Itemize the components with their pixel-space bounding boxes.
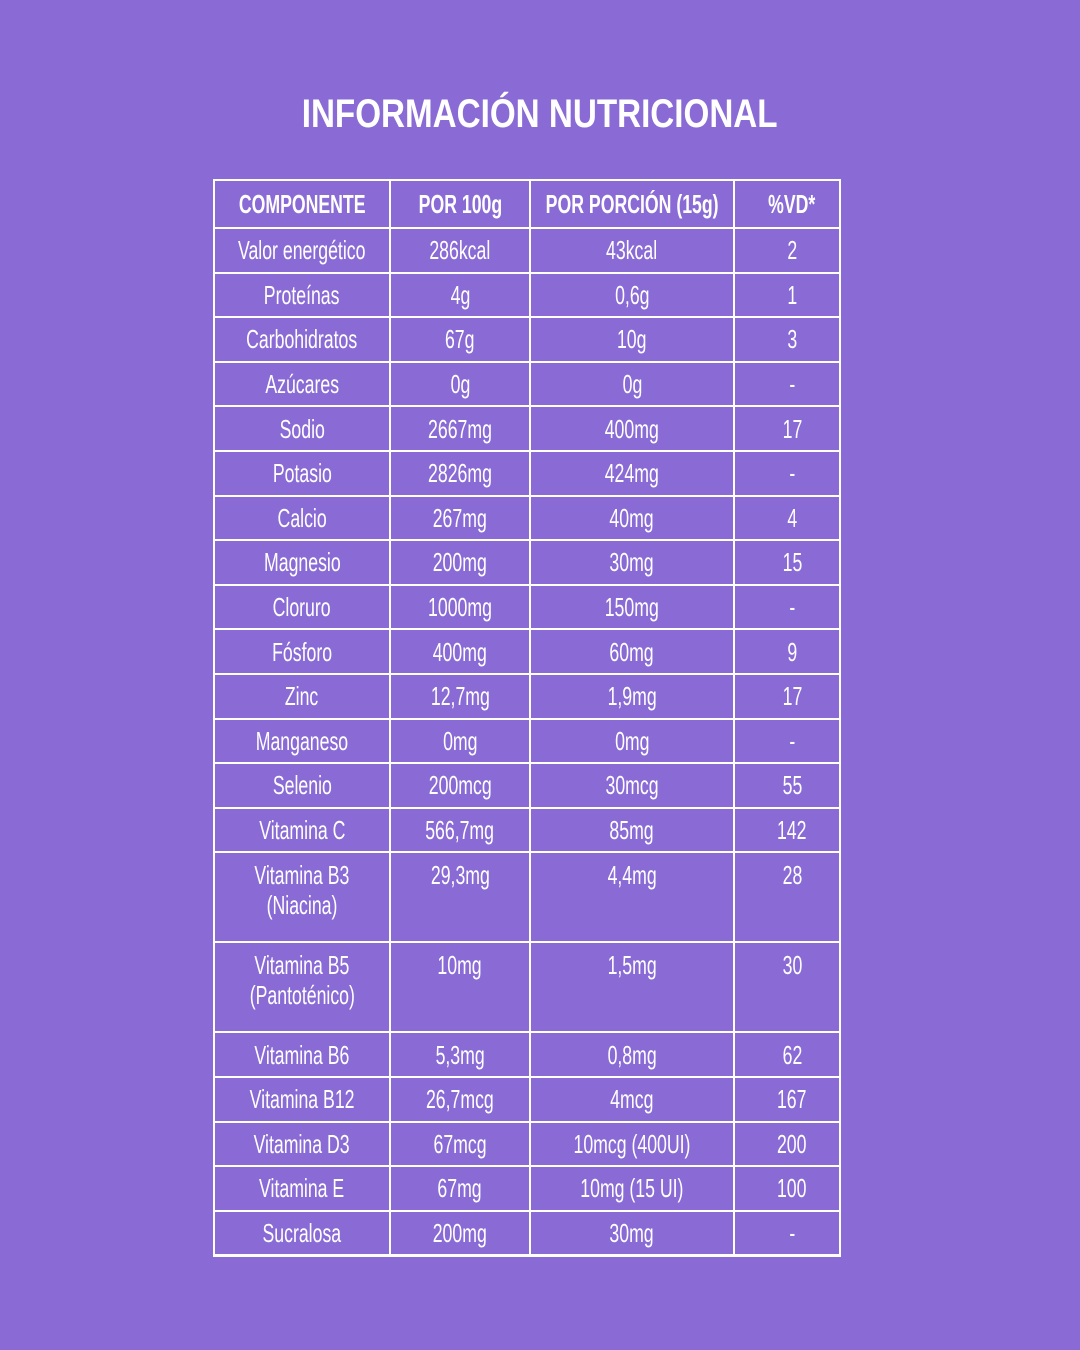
cell-component xyxy=(215,497,389,540)
text-line xyxy=(215,980,389,1010)
cell-daily-value-text: 17 xyxy=(782,413,802,444)
cell-per-portion-text: 0,8mg xyxy=(607,1039,657,1070)
cell-daily-value xyxy=(735,1212,839,1255)
cell-per-portion xyxy=(531,229,733,272)
cell-component-text: Potasio xyxy=(272,458,332,489)
cell-component xyxy=(215,363,389,406)
cell-component xyxy=(215,229,389,272)
cell-component xyxy=(215,1123,389,1166)
cell-daily-value xyxy=(735,675,839,718)
text-line xyxy=(745,637,839,667)
cell-component xyxy=(215,1078,389,1121)
text-line xyxy=(215,637,389,667)
cell-per-100g-text: 26,7mcg xyxy=(426,1084,494,1115)
text-line xyxy=(215,189,389,219)
text-line xyxy=(531,1040,733,1070)
cell-per-portion-text: 30mg xyxy=(609,547,655,578)
cell-per-portion-text: 30mg xyxy=(609,1217,655,1248)
text-line xyxy=(391,235,529,265)
cell-component-text: Vitamina B3 xyxy=(254,860,350,891)
cell-per-portion-text: 43kcal xyxy=(606,235,658,266)
cell-per-100g xyxy=(391,630,529,673)
cell-per-portion xyxy=(531,853,733,941)
cell-daily-value xyxy=(735,720,839,763)
cell-per-portion xyxy=(531,1123,733,1166)
cell-per-100g-text: 2667mg xyxy=(428,413,492,444)
cell-component xyxy=(215,675,389,718)
cell-per-portion xyxy=(531,630,733,673)
cell-per-100g xyxy=(391,720,529,763)
text-line xyxy=(531,235,733,265)
text-line xyxy=(745,458,839,488)
cell-per-100g xyxy=(391,675,529,718)
cell-per-portion-text: 4,4mg xyxy=(607,860,657,891)
header-daily-value-text: %VD* xyxy=(768,189,816,219)
cell-per-100g xyxy=(391,853,529,941)
cell-per-100g-text: 12,7mg xyxy=(430,681,490,712)
cell-component-text: Sodio xyxy=(279,413,325,444)
cell-per-100g xyxy=(391,452,529,495)
text-line xyxy=(391,414,529,444)
header-component xyxy=(215,181,389,227)
text-line xyxy=(531,189,733,219)
text-line xyxy=(531,726,733,756)
text-line xyxy=(391,1173,529,1203)
header-per-100g-text: POR 100g xyxy=(418,189,502,219)
cell-per-portion xyxy=(531,318,733,361)
cell-daily-value-text: 167 xyxy=(777,1084,807,1115)
text-line xyxy=(391,681,529,711)
cell-daily-value xyxy=(735,497,839,540)
header-daily-value xyxy=(735,181,839,227)
text-line xyxy=(215,950,389,980)
cell-per-portion xyxy=(531,363,733,406)
text-line xyxy=(215,458,389,488)
cell-per-100g xyxy=(391,274,529,317)
text-line xyxy=(215,681,389,711)
text-line xyxy=(215,547,389,577)
text-line xyxy=(531,1218,733,1248)
cell-component xyxy=(215,764,389,807)
cell-per-portion xyxy=(531,1167,733,1210)
cell-daily-value xyxy=(735,1123,839,1166)
cell-per-portion xyxy=(531,675,733,718)
text-line xyxy=(391,324,529,354)
cell-component xyxy=(215,1212,389,1255)
text-line xyxy=(215,235,389,265)
text-line xyxy=(531,324,733,354)
text-line xyxy=(745,1218,839,1248)
text-line xyxy=(745,815,839,845)
text-line xyxy=(215,369,389,399)
cell-per-portion-text: 1,9mg xyxy=(607,681,657,712)
text-line xyxy=(215,890,389,920)
text-line xyxy=(531,592,733,622)
cell-per-100g xyxy=(391,943,529,1031)
cell-daily-value xyxy=(735,809,839,852)
cell-per-100g-text: 67mg xyxy=(437,1173,483,1204)
cell-per-portion xyxy=(531,407,733,450)
text-line xyxy=(745,860,839,890)
cell-daily-value xyxy=(735,586,839,629)
text-line xyxy=(531,950,733,980)
cell-per-100g xyxy=(391,363,529,406)
cell-daily-value xyxy=(735,363,839,406)
cell-component-text: Manganeso xyxy=(255,725,349,756)
text-line xyxy=(391,1129,529,1159)
cell-component xyxy=(215,720,389,763)
cell-daily-value xyxy=(735,452,839,495)
cell-per-portion-text: 0mg xyxy=(614,725,650,756)
cell-daily-value-text: 17 xyxy=(782,681,802,712)
text-line xyxy=(531,1129,733,1159)
cell-component-text: Magnesio xyxy=(263,547,341,578)
text-line xyxy=(531,369,733,399)
cell-per-portion xyxy=(531,497,733,540)
cell-component xyxy=(215,1167,389,1210)
text-line xyxy=(745,1129,839,1159)
cell-daily-value xyxy=(735,764,839,807)
cell-per-100g-text: 200mcg xyxy=(428,770,492,801)
cell-component xyxy=(215,630,389,673)
cell-per-portion xyxy=(531,1078,733,1121)
text-line xyxy=(215,1218,389,1248)
cell-component-text: (Niacina) xyxy=(266,890,338,921)
cell-daily-value-text: 142 xyxy=(777,815,807,846)
cell-daily-value-text: - xyxy=(789,725,795,756)
cell-per-100g-text: 286kcal xyxy=(429,235,491,266)
cell-per-100g xyxy=(391,1033,529,1076)
text-line xyxy=(745,592,839,622)
text-line xyxy=(745,1040,839,1070)
text-line xyxy=(391,950,529,980)
text-line xyxy=(391,592,529,622)
cell-daily-value xyxy=(735,407,839,450)
cell-per-portion xyxy=(531,809,733,852)
text-line xyxy=(745,681,839,711)
cell-per-100g-text: 1000mg xyxy=(428,592,492,623)
cell-per-portion xyxy=(531,586,733,629)
cell-component-text: Zinc xyxy=(285,681,319,712)
cell-per-100g xyxy=(391,1123,529,1166)
cell-daily-value xyxy=(735,943,839,1031)
cell-component xyxy=(215,541,389,584)
cell-per-portion-text: 10mg (15 UI) xyxy=(580,1173,684,1204)
text-line xyxy=(215,592,389,622)
cell-daily-value-text: 2 xyxy=(787,235,797,266)
cell-daily-value-text: 3 xyxy=(787,324,797,355)
cell-per-portion xyxy=(531,452,733,495)
cell-component-text: Valor energético xyxy=(238,235,366,266)
text-line xyxy=(745,414,839,444)
cell-daily-value xyxy=(735,630,839,673)
cell-per-100g-text: 4g xyxy=(450,279,470,310)
cell-per-100g-text: 29,3mg xyxy=(430,860,490,891)
cell-component-text: Vitamina D3 xyxy=(254,1128,350,1159)
cell-component xyxy=(215,1033,389,1076)
cell-per-portion-text: 0g xyxy=(622,369,642,400)
text-line xyxy=(391,1040,529,1070)
page-title-text: INFORMACIÓN NUTRICIONAL xyxy=(302,92,778,136)
cell-daily-value xyxy=(735,318,839,361)
text-line xyxy=(215,1084,389,1114)
cell-per-portion xyxy=(531,1033,733,1076)
cell-per-portion-text: 30mcg xyxy=(605,770,659,801)
cell-per-100g xyxy=(391,1167,529,1210)
text-line xyxy=(391,637,529,667)
text-line xyxy=(215,1129,389,1159)
cell-daily-value-text: - xyxy=(789,1217,795,1248)
cell-daily-value-text: 1 xyxy=(787,279,797,310)
text-line xyxy=(531,280,733,310)
text-line xyxy=(215,280,389,310)
cell-component xyxy=(215,452,389,495)
text-line xyxy=(531,770,733,800)
cell-per-portion-text: 400mg xyxy=(604,413,660,444)
cell-daily-value xyxy=(735,274,839,317)
cell-component xyxy=(215,407,389,450)
text-line xyxy=(531,637,733,667)
nutrition-table xyxy=(213,179,841,1257)
cell-per-100g xyxy=(391,497,529,540)
text-line xyxy=(215,1173,389,1203)
cell-per-portion-text: 0,6g xyxy=(614,279,650,310)
text-line xyxy=(745,503,839,533)
text-line xyxy=(531,860,733,890)
text-line xyxy=(391,726,529,756)
cell-daily-value xyxy=(735,1033,839,1076)
text-line xyxy=(215,324,389,354)
text-line xyxy=(391,815,529,845)
text-line xyxy=(745,547,839,577)
cell-component-text: Carbohidratos xyxy=(246,324,358,355)
cell-per-portion-text: 10mcg (400UI) xyxy=(573,1128,691,1159)
text-line xyxy=(745,235,839,265)
cell-daily-value-text: - xyxy=(789,592,795,623)
text-line xyxy=(391,458,529,488)
cell-component xyxy=(215,853,389,941)
cell-per-100g xyxy=(391,407,529,450)
cell-component xyxy=(215,943,389,1031)
text-line xyxy=(391,770,529,800)
cell-per-100g-text: 67g xyxy=(445,324,475,355)
cell-component xyxy=(215,318,389,361)
text-line xyxy=(745,369,839,399)
cell-per-100g-text: 267mg xyxy=(432,502,488,533)
cell-component-text: Vitamina C xyxy=(258,815,346,846)
cell-per-portion-text: 424mg xyxy=(604,458,660,489)
header-per-portion-text: POR PORCIÓN (15g) xyxy=(545,189,719,219)
cell-component-text: Selenio xyxy=(272,770,332,801)
cell-per-100g xyxy=(391,809,529,852)
cell-per-100g xyxy=(391,318,529,361)
text-line xyxy=(531,547,733,577)
cell-daily-value-text: 15 xyxy=(782,547,802,578)
cell-component-text: Vitamina B5 xyxy=(254,950,350,981)
cell-daily-value-text: 28 xyxy=(782,860,802,891)
text-line xyxy=(391,280,529,310)
text-line xyxy=(745,770,839,800)
cell-per-100g xyxy=(391,229,529,272)
text-line xyxy=(215,815,389,845)
cell-daily-value xyxy=(735,1078,839,1121)
cell-per-portion-text: 10g xyxy=(617,324,647,355)
cell-daily-value-text: 200 xyxy=(777,1128,807,1159)
text-line xyxy=(531,458,733,488)
text-line xyxy=(215,726,389,756)
cell-component-text: Calcio xyxy=(277,502,327,533)
cell-component-text: Vitamina B12 xyxy=(249,1084,355,1115)
cell-per-portion-text: 1,5mg xyxy=(607,950,657,981)
text-line xyxy=(531,681,733,711)
text-line xyxy=(215,503,389,533)
cell-per-portion-text: 85mg xyxy=(609,815,655,846)
cell-component xyxy=(215,586,389,629)
cell-per-100g xyxy=(391,541,529,584)
cell-daily-value-text: 55 xyxy=(782,770,802,801)
header-per-100g xyxy=(391,181,529,227)
text-line xyxy=(391,1218,529,1248)
header-per-portion xyxy=(531,181,733,227)
cell-daily-value-text: 9 xyxy=(787,636,797,667)
cell-per-portion xyxy=(531,1212,733,1255)
text-line xyxy=(391,503,529,533)
cell-daily-value-text: 100 xyxy=(777,1173,807,1204)
cell-daily-value xyxy=(735,541,839,584)
text-line xyxy=(745,280,839,310)
cell-per-100g-text: 566,7mg xyxy=(425,815,495,846)
text-line xyxy=(391,1084,529,1114)
cell-per-portion xyxy=(531,943,733,1031)
cell-per-100g-text: 400mg xyxy=(432,636,488,667)
text-line xyxy=(391,189,529,219)
cell-per-100g-text: 10mg xyxy=(437,950,483,981)
cell-per-portion xyxy=(531,764,733,807)
cell-component-text: Fósforo xyxy=(272,636,332,667)
cell-per-portion-text: 40mg xyxy=(609,502,655,533)
header-component-text: COMPONENTE xyxy=(238,189,366,219)
cell-component-text: Vitamina E xyxy=(259,1173,345,1204)
text-line xyxy=(215,860,389,890)
text-line xyxy=(531,1084,733,1114)
cell-daily-value-text: 30 xyxy=(782,950,802,981)
cell-component-text: Cloruro xyxy=(273,592,331,623)
cell-per-100g xyxy=(391,1078,529,1121)
text-line xyxy=(745,950,839,980)
cell-daily-value xyxy=(735,1167,839,1210)
cell-per-100g xyxy=(391,1212,529,1255)
cell-component-text: Proteínas xyxy=(264,279,340,310)
cell-per-portion xyxy=(531,541,733,584)
text-line xyxy=(745,1084,839,1114)
cell-daily-value xyxy=(735,229,839,272)
text-line xyxy=(531,503,733,533)
cell-component xyxy=(215,274,389,317)
text-line xyxy=(745,1173,839,1203)
cell-per-100g xyxy=(391,586,529,629)
page-title xyxy=(0,92,1080,136)
text-line xyxy=(215,414,389,444)
cell-per-portion xyxy=(531,720,733,763)
cell-per-portion-text: 4mcg xyxy=(610,1084,654,1115)
text-line xyxy=(531,414,733,444)
cell-per-100g-text: 0g xyxy=(450,369,470,400)
text-line xyxy=(745,189,839,219)
cell-per-100g-text: 200mg xyxy=(432,547,488,578)
text-line xyxy=(391,860,529,890)
cell-per-100g-text: 67mcg xyxy=(433,1128,487,1159)
cell-per-100g-text: 2826mg xyxy=(428,458,492,489)
text-line xyxy=(531,1173,733,1203)
cell-per-100g xyxy=(391,764,529,807)
cell-daily-value-text: 4 xyxy=(787,502,797,533)
cell-component-text: Azúcares xyxy=(265,369,339,400)
cell-daily-value-text: - xyxy=(789,369,795,400)
cell-component-text: Sucralosa xyxy=(262,1217,342,1248)
cell-daily-value xyxy=(735,853,839,941)
cell-daily-value-text: - xyxy=(789,458,795,489)
text-line xyxy=(215,770,389,800)
cell-per-100g-text: 200mg xyxy=(432,1217,488,1248)
text-line xyxy=(215,1040,389,1070)
text-line xyxy=(531,815,733,845)
text-line xyxy=(745,726,839,756)
cell-per-100g-text: 0mg xyxy=(442,725,478,756)
cell-daily-value-text: 62 xyxy=(782,1039,802,1070)
cell-per-100g-text: 5,3mg xyxy=(435,1039,485,1070)
text-line xyxy=(745,324,839,354)
cell-component-text: (Pantoténico) xyxy=(249,980,355,1011)
cell-component-text: Vitamina B6 xyxy=(254,1039,350,1070)
cell-component xyxy=(215,809,389,852)
text-line xyxy=(391,547,529,577)
text-line xyxy=(391,369,529,399)
cell-per-portion-text: 150mg xyxy=(604,592,660,623)
cell-per-portion-text: 60mg xyxy=(609,636,655,667)
cell-per-portion xyxy=(531,274,733,317)
